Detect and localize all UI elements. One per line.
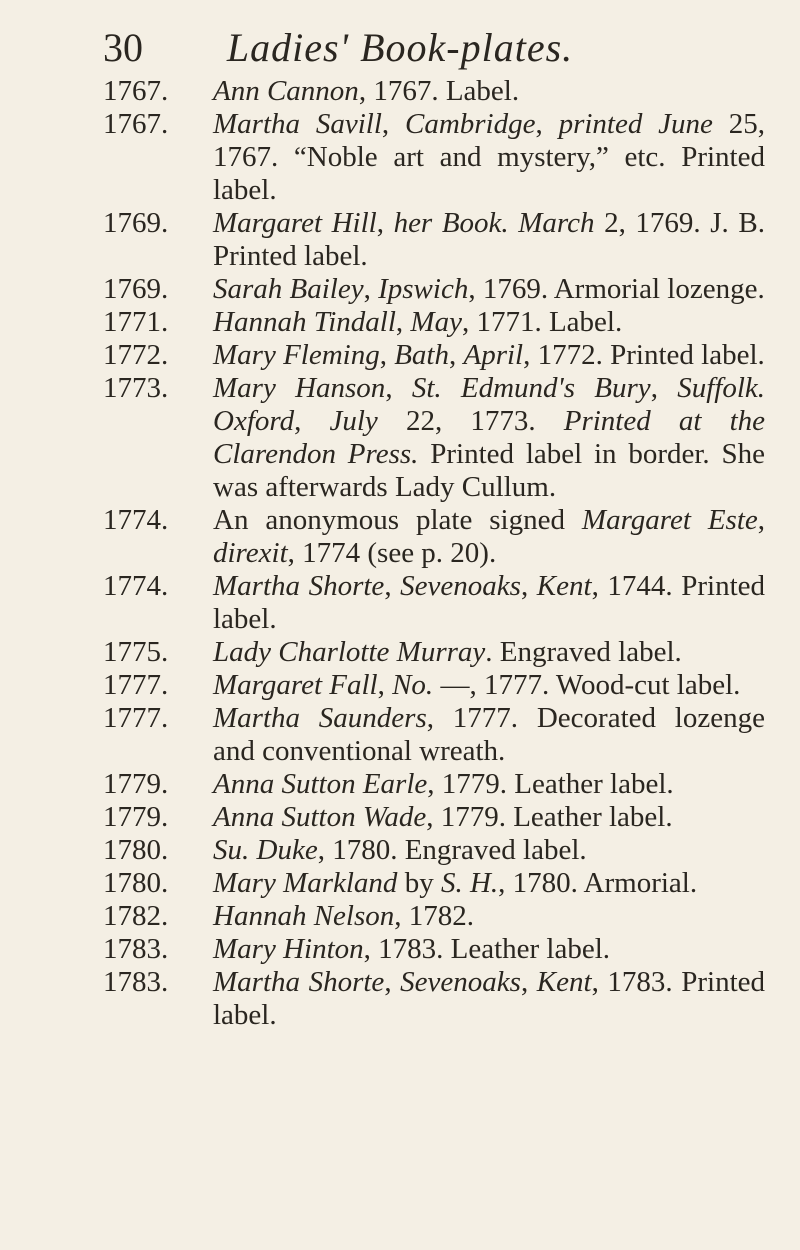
italic-text: Martha Saunders — [213, 702, 427, 734]
italic-text: direxit — [213, 537, 288, 569]
entry-year: 1779. — [103, 801, 169, 833]
roman-text: , 1767. Label. — [358, 75, 520, 107]
entry-description — [213, 108, 765, 207]
entry-description — [213, 75, 765, 108]
roman-text: , — [757, 504, 766, 536]
italic-text: Mary Hinton — [213, 933, 364, 965]
entry-year: 1767. — [103, 108, 169, 140]
roman-text: , 1780. Armorial. — [498, 867, 698, 899]
roman-text: 25, 1767. “Noble art and mystery,” etc. Printed label. — [213, 108, 766, 206]
italic-text: Margaret Hill — [213, 207, 377, 239]
italic-text: Lady Charlotte Murray — [213, 636, 486, 668]
italic-text: Margaret Este — [581, 504, 758, 536]
italic-text: Printed at the Clarendon Press. — [213, 405, 766, 470]
entry-description — [213, 669, 765, 702]
bookplate-entry — [0, 768, 800, 801]
italic-text: July — [329, 405, 378, 437]
entry-year: 1769. — [103, 273, 169, 305]
italic-text: April — [463, 339, 524, 371]
italic-text: May — [410, 306, 462, 338]
bookplate-entry — [0, 933, 800, 966]
italic-text: her Book. March — [393, 207, 595, 239]
italic-text: Hannah Tindall — [213, 306, 396, 338]
entry-year: 1774. — [103, 570, 169, 602]
roman-text: , 1780. Engraved label. — [317, 834, 587, 866]
italic-text: Cambridge — [404, 108, 536, 140]
bookplate-entry — [0, 900, 800, 933]
roman-text: , — [294, 405, 330, 437]
entry-description — [213, 966, 765, 1032]
entry-year: 1783. — [103, 966, 169, 998]
bookplate-entry — [0, 669, 800, 702]
bookplate-entry — [0, 372, 800, 504]
entry-description — [213, 372, 765, 504]
entry-year: 1777. — [103, 702, 169, 734]
roman-text: , 1777. Decorated lozenge and conventional wreath. — [213, 702, 765, 767]
entry-description — [213, 504, 765, 570]
bookplate-entry — [0, 75, 800, 108]
roman-text: , — [376, 207, 394, 239]
roman-text: , 1774 (see p. 20). — [287, 537, 497, 569]
roman-text: 2, 1769. J. B. Printed label. — [213, 207, 765, 272]
entry-year: 1773. — [103, 372, 169, 404]
entry-year: 1774. — [103, 504, 169, 536]
page-number: 30 — [103, 25, 143, 70]
italic-text: Kent — [536, 570, 592, 602]
roman-text: , 1772. Printed label. — [523, 339, 765, 371]
roman-text: An anonymous plate signed — [213, 504, 582, 536]
bookplate-entry — [0, 801, 800, 834]
entry-description — [213, 636, 765, 669]
roman-text: . Engraved label. — [485, 636, 682, 668]
roman-text: , — [520, 966, 537, 998]
italic-text: Bath — [394, 339, 449, 371]
italic-text: printed June — [558, 108, 713, 140]
italic-text: Sarah Bailey — [213, 273, 364, 305]
entry-year: 1782. — [103, 900, 169, 932]
entry-description — [213, 900, 765, 933]
roman-text: , — [384, 570, 401, 602]
italic-text: St. Edmund's Bury — [411, 372, 651, 404]
italic-text: Martha Shorte — [213, 966, 385, 998]
italic-text: Anna Sutton Wade — [213, 801, 427, 833]
italic-text: Sevenoaks — [400, 570, 521, 602]
entry-description — [213, 306, 765, 339]
italic-text: Mary Fleming — [213, 339, 380, 371]
italic-text: Anna Sutton Earle — [213, 768, 428, 800]
roman-text: , 1744. Printed label. — [213, 570, 766, 635]
entry-year: 1769. — [103, 207, 169, 239]
bookplate-entry — [0, 570, 800, 636]
italic-text: Kent — [536, 966, 592, 998]
italic-text: No. — [392, 669, 434, 701]
entry-year: 1772. — [103, 339, 169, 371]
entry-year: 1771. — [103, 306, 169, 338]
roman-text: , — [379, 339, 395, 371]
roman-text: , 1783. Leather label. — [363, 933, 611, 965]
roman-text: , — [363, 273, 379, 305]
bookplate-entry — [0, 108, 800, 207]
entry-year: 1775. — [103, 636, 169, 668]
roman-text: , — [377, 669, 393, 701]
bookplate-entry — [0, 207, 800, 273]
entry-description — [213, 867, 765, 900]
roman-text: , — [395, 306, 411, 338]
entry-description — [213, 768, 765, 801]
entry-description — [213, 933, 765, 966]
entry-year: 1783. — [103, 933, 169, 965]
roman-text: , — [520, 570, 537, 602]
bookplate-entry — [0, 867, 800, 900]
bookplate-entry — [0, 966, 800, 1032]
roman-text: , — [384, 966, 401, 998]
roman-text: —, 1777. Wood-cut label. — [433, 669, 741, 701]
italic-text: Mary Markland — [213, 867, 398, 899]
roman-text: , 1779. Leather label. — [426, 801, 673, 833]
entry-year: 1767. — [103, 75, 169, 107]
roman-text: Printed label in border. She was afterwards Lady Cullum. — [213, 438, 765, 503]
entry-description — [213, 273, 765, 306]
bookplate-entry — [0, 702, 800, 768]
roman-text: , — [385, 372, 412, 404]
italic-text: Martha Savill — [213, 108, 382, 140]
italic-text: Mary Hanson — [213, 372, 386, 404]
italic-text: Margaret Fall — [213, 669, 378, 701]
bookplate-entry — [0, 273, 800, 306]
roman-text: 22, 1773. — [377, 405, 564, 437]
running-title: Ladies' Book-plates. — [226, 25, 574, 70]
roman-text: , 1771. Label. — [461, 306, 623, 338]
bookplate-list — [0, 75, 800, 1032]
italic-text: Su. Duke — [213, 834, 318, 866]
entry-year: 1780. — [103, 834, 169, 866]
italic-text: S. H. — [440, 867, 499, 899]
entry-description — [213, 339, 765, 372]
roman-text: , 1769. Armorial lozenge. — [468, 273, 765, 305]
roman-text: , — [449, 339, 464, 371]
roman-text: by — [397, 867, 441, 899]
italic-text: Martha Shorte — [213, 570, 385, 602]
italic-text: Ann Cannon — [213, 75, 359, 107]
roman-text: , — [381, 108, 405, 140]
italic-text: Hannah Nelson — [213, 900, 395, 932]
bookplate-entry — [0, 339, 800, 372]
bookplate-entry — [0, 504, 800, 570]
entry-description — [213, 801, 765, 834]
entry-year: 1780. — [103, 867, 169, 899]
roman-text: , — [650, 372, 678, 404]
entry-description — [213, 834, 765, 867]
entry-description — [213, 570, 765, 636]
bookplate-entry — [0, 306, 800, 339]
bookplate-entry — [0, 636, 800, 669]
entry-year: 1777. — [103, 669, 169, 701]
roman-text: , 1783. Printed label. — [213, 966, 766, 1031]
roman-text: , — [535, 108, 559, 140]
entry-description — [213, 702, 765, 768]
bookplate-entry — [0, 834, 800, 867]
italic-text: Sevenoaks — [400, 966, 521, 998]
roman-text: , 1782. — [394, 900, 474, 932]
page-header — [0, 18, 800, 78]
italic-text: Ipswich — [378, 273, 469, 305]
italic-text: Suffolk. Oxford — [213, 372, 765, 437]
entry-description — [213, 207, 765, 273]
entry-year: 1779. — [103, 768, 169, 800]
roman-text: , 1779. Leather label. — [427, 768, 674, 800]
